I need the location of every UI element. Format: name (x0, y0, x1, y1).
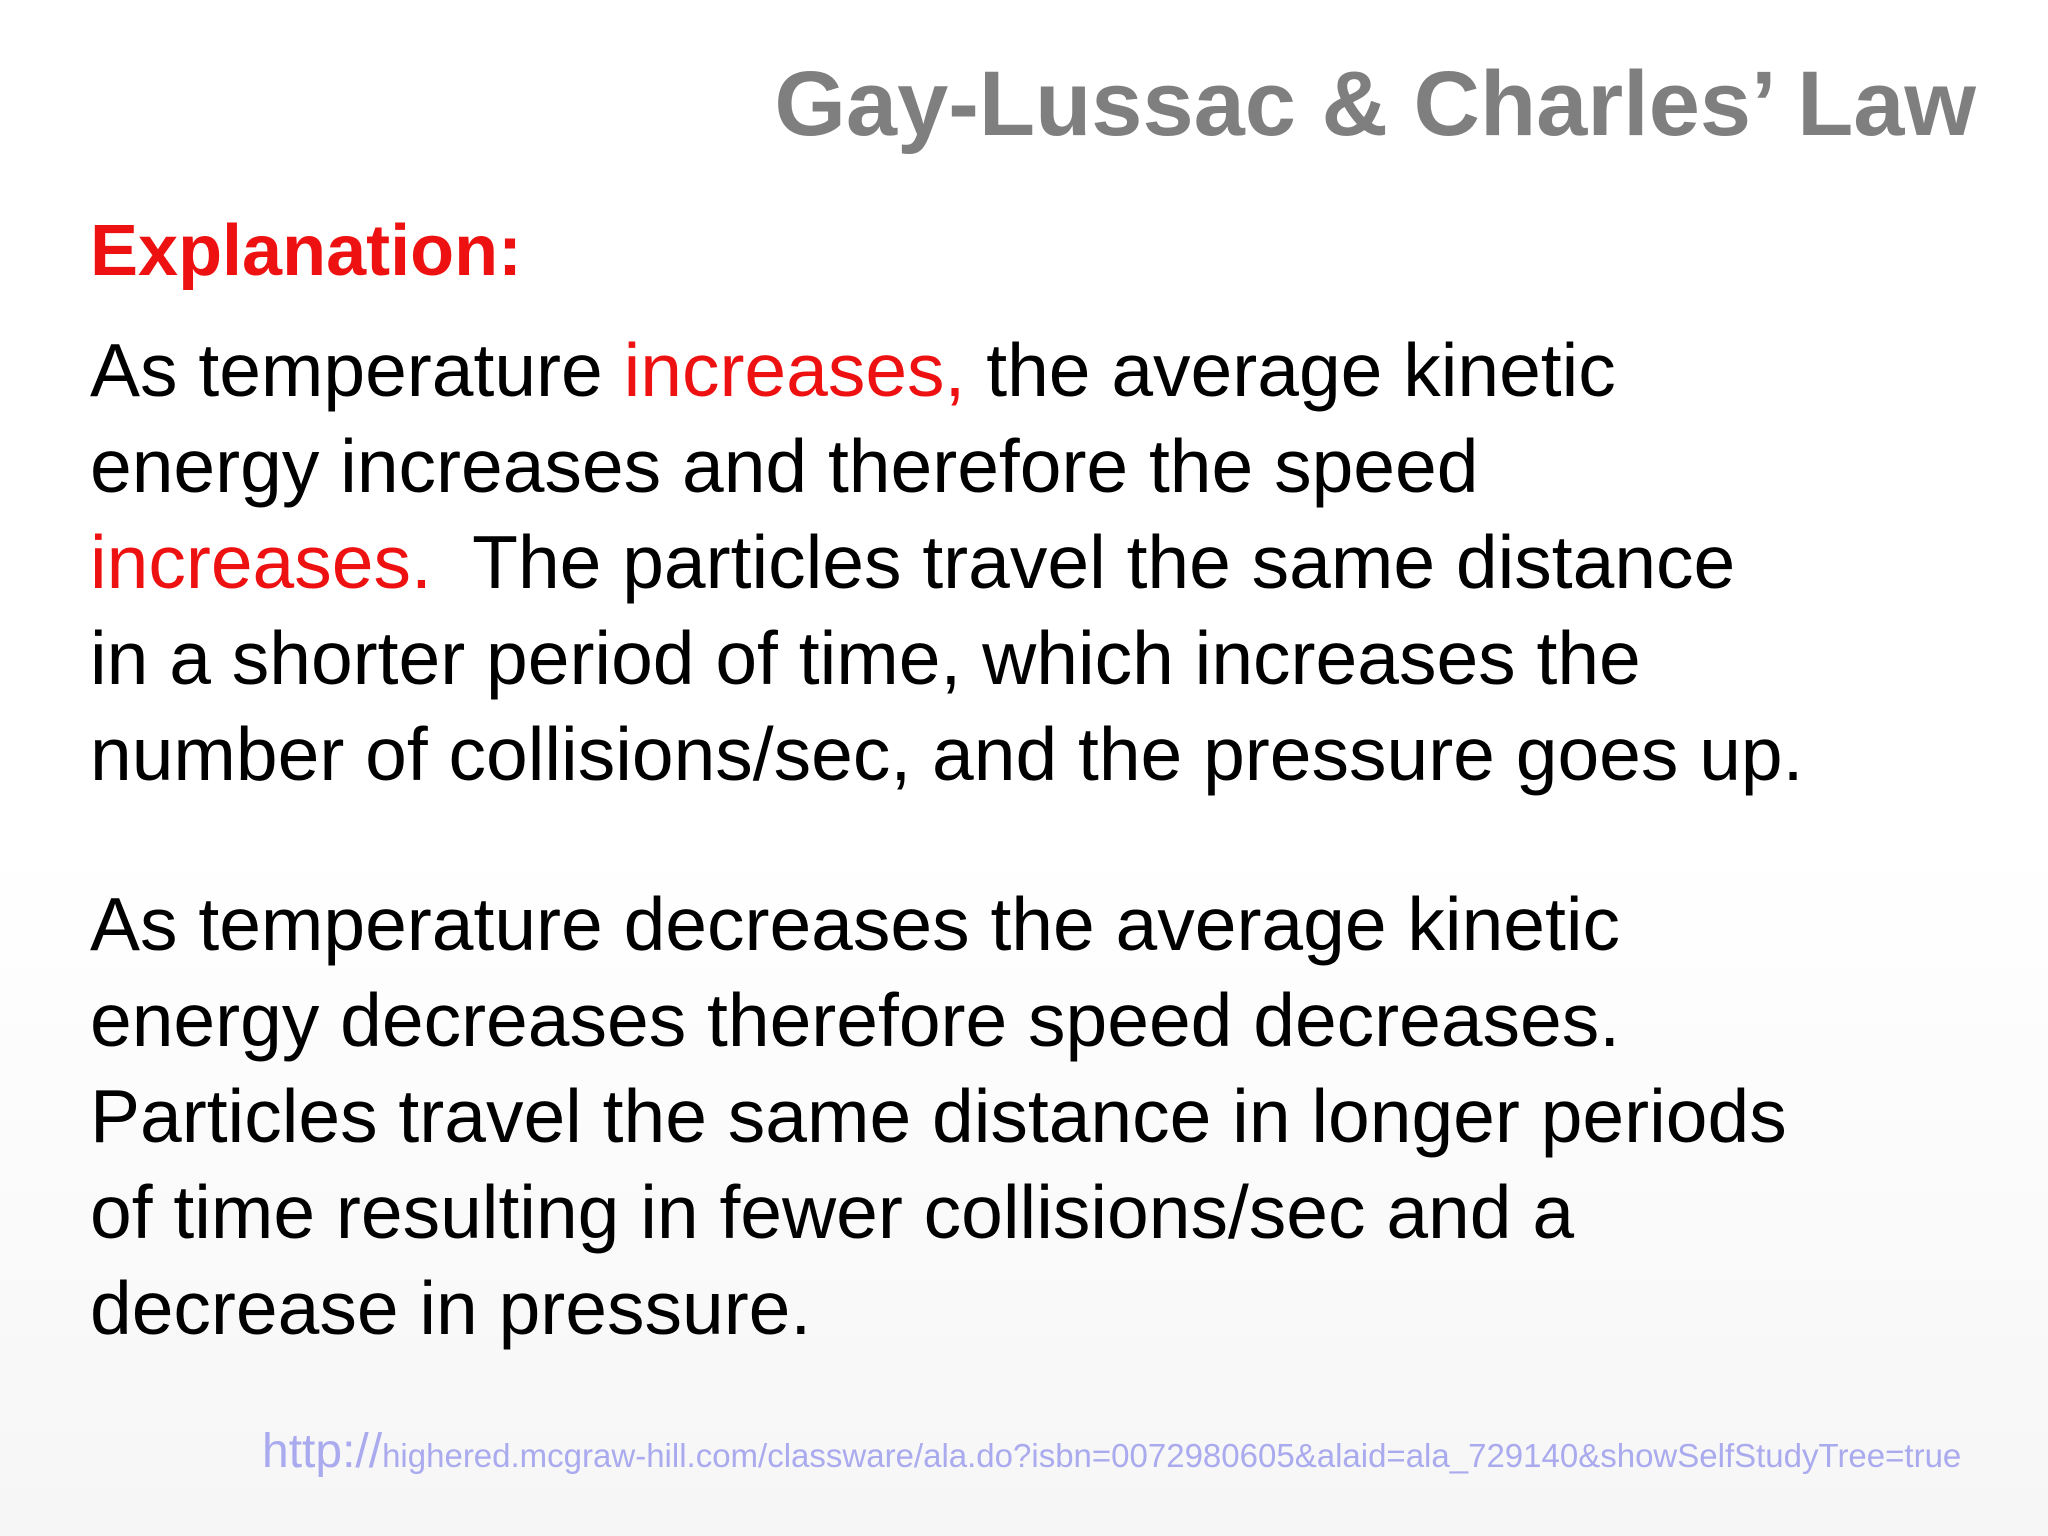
paragraph2-line2: energy decreases therefore speed decreases. (90, 978, 1621, 1062)
paragraph2-line1: As temperature decreases the average kinetic (90, 882, 1620, 966)
source-link-scheme: http:// (262, 1425, 383, 1478)
paragraph2-line3: Particles travel the same distance in longer periods (90, 1074, 1787, 1158)
paragraph2-line5: decrease in pressure. (90, 1266, 812, 1350)
paragraph2-line4: of time resulting in fewer collisions/sec and a (90, 1170, 1575, 1254)
paragraph1-line3 (90, 514, 1803, 610)
paragraph1-line3-b: The particles travel the same distance (431, 520, 1736, 604)
highlight-increases: increases, (623, 328, 966, 412)
slide-title: Gay-Lussac & Charles’ Law (774, 53, 1976, 155)
highlight-increases-2: increases. (90, 520, 432, 604)
paragraph-temperature-increase (90, 322, 1803, 802)
paragraph1-line1-a: As temperature (90, 328, 624, 412)
paragraph1-line2: energy increases and therefore the speed (90, 424, 1479, 508)
source-link-path: highered.mcgraw-hill.com/classware/ala.do?isbn=0072980605&alaid=ala_729140&showSelfStudyTree=true (382, 1437, 1962, 1474)
paragraph1-line4: in a shorter period of time, which increases the (90, 616, 1641, 700)
paragraph-temperature-decrease (90, 876, 1787, 1356)
explanation-heading: Explanation: (90, 211, 523, 291)
paragraph1-line5: number of collisions/sec, and the pressure goes up. (90, 712, 1804, 796)
paragraph1-line1-c: the average kinetic (965, 328, 1616, 412)
source-link[interactable] (262, 1424, 1961, 1479)
paragraph1-line1 (90, 322, 1803, 418)
